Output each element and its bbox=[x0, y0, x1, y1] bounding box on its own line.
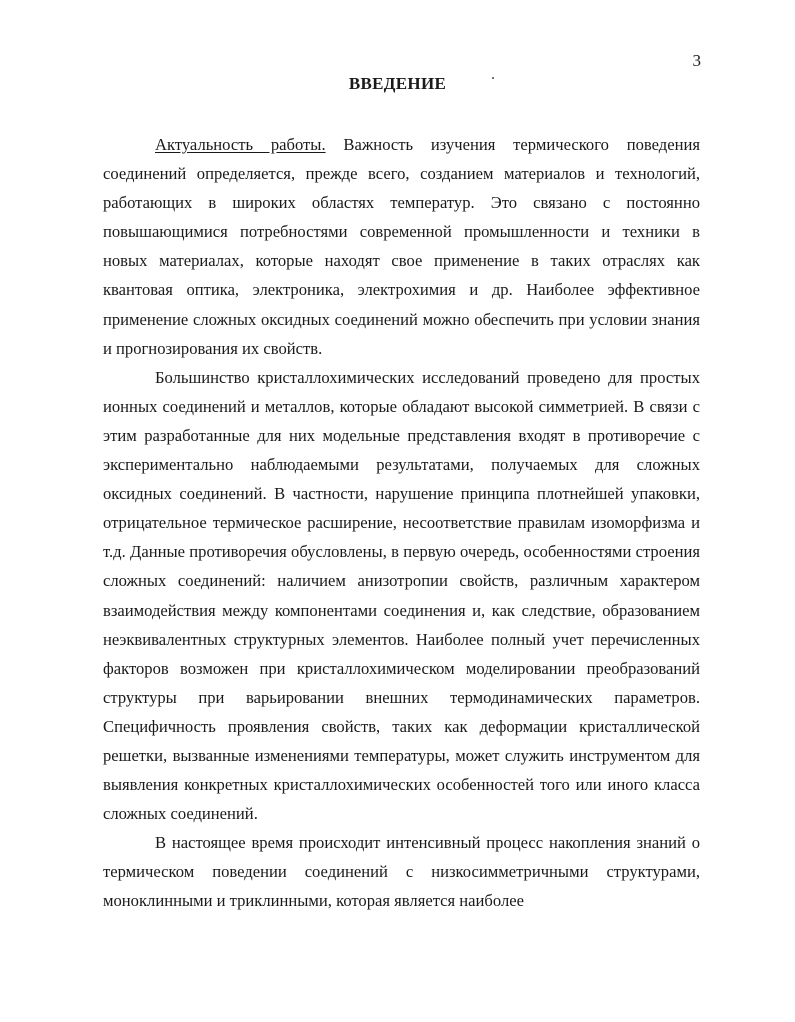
section-lead: Актуальность работы. bbox=[155, 135, 326, 154]
page-title: ВВЕДЕНИЕ bbox=[348, 74, 447, 93]
page-number: 3 bbox=[692, 51, 701, 70]
body-text bbox=[103, 130, 700, 916]
scan-speck bbox=[492, 77, 494, 79]
paragraph-relevance bbox=[103, 130, 700, 363]
paragraph-crystal-chemistry bbox=[103, 363, 700, 829]
paragraph-text: Важность изучения термического поведения соединений определяется, прежде всего, созданием материалов и технологий, работающих в широких областях температур. Это связано с постоянно повышающимися потребностями современной промышленности и техники в новых материалах, которые находят свое применение в таких отраслях как квантовая оптика, электроника, электрохимия и др. Наиболее эффективное применение сложных оксидных соединений можно обеспечить при условии знания и прогнозирования их свойств. bbox=[103, 135, 700, 358]
paragraph-text: Большинство кристаллохимических исследований проведено для простых ионных соединений и металлов, которые обладают высокой симметрией. В связи с этим разработанные для них модельные представления входят в противоречие с экспериментально наблюдаемыми результатами, получаемых для сложных оксидных соединений. В частности, нарушение принципа плотнейшей упаковки, отрицательное термическое расширение, несоответствие правилам изоморфизма и т.д. Данные противоречия обусловлены, в первую очередь, особенностями строения сложных соединений: наличием анизотропии свойств, различным характером взаимодействия между компонентами соединения и, как следствие, образованием неэквивалентных структурных элементов. Наиболее полный учет перечисленных факторов возможен при кристаллохимическом моделировании преобразований структуры при варьировании внешних термодинамических параметров. Специфичность проявления свойств, таких как деформации кристаллической решетки, вызванные изменениями температуры, может служить инструментом для выявления конкретных кристаллохимических особенностей того или иного класса сложных соединений. bbox=[103, 367, 700, 824]
paragraph-current-research bbox=[103, 828, 700, 915]
paragraph-text: В настоящее время происходит интенсивный процесс накопления знаний о термическом поведении соединений с низкосимметричными структурами, моноклинными и триклинными, которая является наиболее bbox=[103, 833, 700, 911]
